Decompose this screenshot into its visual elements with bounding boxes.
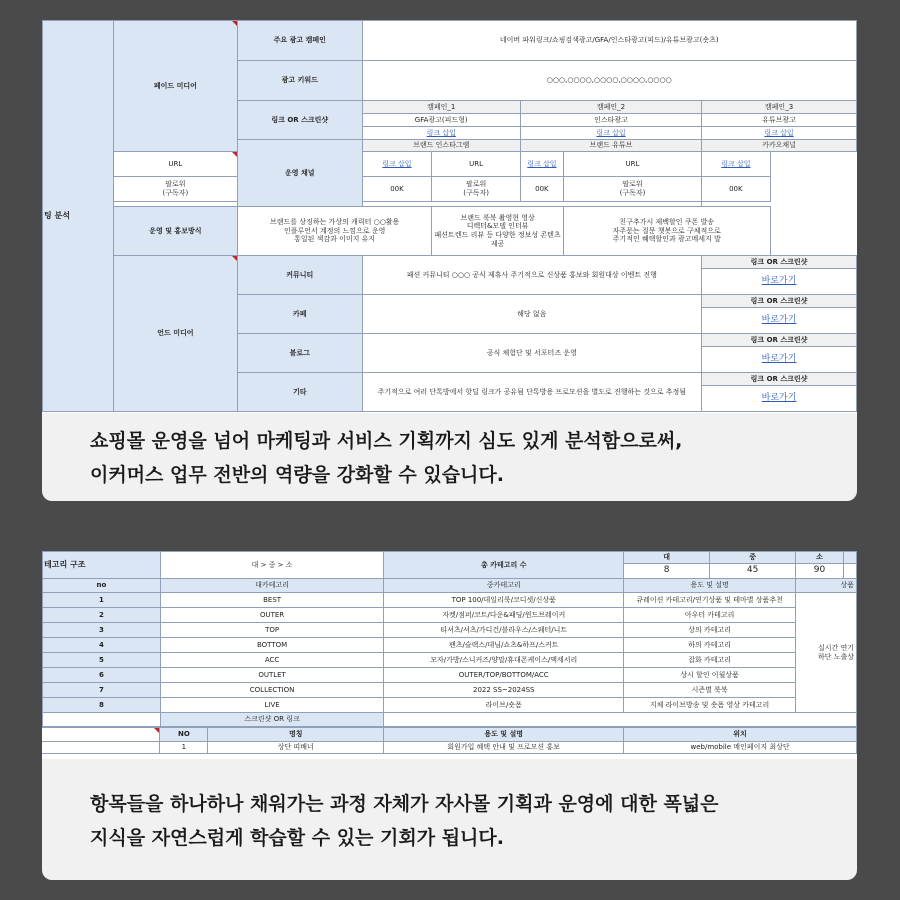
media-analysis-sheet — [42, 20, 857, 413]
table-row: 1 BEST TOP 100/데일리룩/코디셋/신상품 큐레이션 카테고리/연기상품 및 테마별 상품추천 실시간 연기 하단 노출상 — [43, 593, 857, 608]
screenshot-header: 스크린샷 OR 링크 — [160, 713, 384, 727]
owned-channel-1-url-label: URL — [113, 152, 237, 177]
owned-channel-label: 운영 채널 — [238, 140, 363, 207]
banner-header-position: 위치 — [624, 728, 857, 742]
owned-channel-3-follower-value: 00K — [702, 177, 771, 202]
earned-row-1-label: 커뮤니티 — [238, 256, 363, 295]
media-analysis-table — [42, 20, 857, 412]
size-header-mid: 중 — [710, 552, 796, 564]
size-value-minor: 90 — [796, 564, 844, 579]
size-value-major: 8 — [624, 564, 710, 579]
campaign-2-type: 인스타광고 — [520, 114, 701, 127]
owned-channel-1-name: 브랜드 인스타그램 — [362, 140, 520, 152]
earned-row-3-link-header: 링크 OR 스크린샷 — [702, 334, 857, 347]
owned-channel-1-strategy: 브랜드를 상징하는 가상의 캐릭터 ○○활용 인플루언서 계정의 느낌으로 운영 통일된 색감과 이미지 유지 — [238, 207, 432, 256]
side-note: 실시간 연기 하단 노출상 — [796, 593, 857, 713]
table-row: 3 TOP 티셔츠/셔츠/가디건/블라우스/스웨터/니트 상의 카테고리 — [43, 623, 857, 638]
owned-strategy-label: 운영 및 홍보방식 — [113, 207, 237, 256]
category-structure-card — [42, 551, 857, 880]
paid-media-label: 페이드 미디어 — [113, 21, 237, 152]
campaign-2-name: 캠페인_2 — [520, 101, 701, 114]
paid-campaign-value: 네이버 파워링크/쇼핑검색광고/GFA/인스타광고(피드)/유튜브광고(숏츠) — [362, 21, 856, 61]
col-header-usage: 용도 및 설명 — [624, 579, 796, 593]
earned-row-4-link-header: 링크 OR 스크린샷 — [702, 373, 857, 386]
campaign-2-link[interactable]: 링크 삽입 — [596, 128, 626, 137]
structure-label: 테고리 구조 — [43, 552, 161, 579]
category-table — [42, 551, 857, 727]
paid-campaign-label: 주요 광고 캠페인 — [238, 21, 363, 61]
owned-channel-2-link[interactable]: 링크 삽입 — [527, 159, 557, 168]
col-header-no: no — [43, 579, 161, 593]
size-value-mid: 45 — [710, 564, 796, 579]
table-row: 5 ACC 모자/가방/스니커즈/양말/휴대폰케이스/액세서리 잡화 카테고리 — [43, 653, 857, 668]
owned-channel-3-strategy: 친구추가시 제백할인 쿠폰 발송 자주묻는 질문 챗봇으로 구체적으로 주기적인 혜택할인과 광고메세지 발 — [563, 207, 770, 256]
earned-row-4-link[interactable]: 바로가기 — [761, 392, 797, 403]
table-row: 8 LIVE 라이브/숏폼 지체 라이브방송 및 숏폼 영상 카테고리 — [43, 698, 857, 713]
card1-caption-line2: 이커머스 업무 전반의 역량을 강화할 수 있습니다. — [90, 464, 504, 486]
campaign-3-link[interactable]: 링크 삽입 — [764, 128, 794, 137]
paid-keyword-value: ○○○,○○○○,○○○○,○○○○,○○○○ — [362, 61, 856, 101]
banner-header-no: NO — [160, 728, 208, 742]
earned-row-2-link[interactable]: 바로가기 — [761, 314, 797, 325]
category-structure-sheet — [42, 551, 857, 759]
card2-caption-line2: 지식을 자연스럽게 학습할 수 있는 기회가 됩니다. — [90, 827, 504, 849]
earned-row-4-value: 주기적으로 여러 단톡방에서 핫딜 링크가 공유됨 단톡방용 프로모션을 별도로 진행하는 것으로 추정됨 — [362, 373, 702, 412]
earned-row-2-link-header: 링크 OR 스크린샷 — [702, 295, 857, 308]
col-header-mid: 중카테고리 — [384, 579, 624, 593]
table-row: 6 OUTLET OUTER/TOP/BOTTOM/ACC 상시 할인 이월상품 — [43, 668, 857, 683]
card1-caption — [90, 424, 682, 492]
media-analysis-card — [42, 20, 857, 501]
earned-row-2-value: 해당 없음 — [362, 295, 702, 334]
owned-channel-2-name: 브랜드 유튜브 — [520, 140, 701, 152]
earned-row-3-label: 블로그 — [238, 334, 363, 373]
total-category-label: 총 카테고리 수 — [384, 552, 624, 579]
owned-channel-2-strategy: 브랜드 룩북 촬영현 영상 디렉터&모델 인터뷰 패션트렌드 리뷰 등 다양한 정보성 콘텐츠 제공 — [432, 207, 564, 256]
owned-channel-2-follower-value: 00K — [520, 177, 563, 202]
owned-channel-3-name: 카카오채널 — [702, 140, 857, 152]
banner-header-name: 명칭 — [208, 728, 384, 742]
banner-header-usage: 용도 및 설명 — [384, 728, 624, 742]
campaign-3-name: 캠페인_3 — [702, 101, 857, 114]
earned-row-1-link[interactable]: 바로가기 — [761, 275, 797, 286]
size-header-major: 대 — [624, 552, 710, 564]
table-row: 4 BOTTOM 팬츠/슬랙스/데님/쇼츠&하프/스커트 하의 카테고리 — [43, 638, 857, 653]
earned-row-3-link[interactable]: 바로가기 — [761, 353, 797, 364]
paid-keyword-label: 광고 키워드 — [238, 61, 363, 101]
owned-channel-3-url-label: URL — [563, 152, 701, 177]
size-header-minor: 소 — [796, 552, 844, 564]
col-header-extra: 상품 — [796, 579, 857, 593]
earned-media-label: 언드 미디어 — [113, 256, 237, 412]
earned-row-2-label: 카페 — [238, 295, 363, 334]
owned-channel-1-link[interactable]: 링크 삽입 — [382, 159, 412, 168]
paid-link-label: 링크 OR 스크린샷 — [238, 101, 363, 140]
earned-row-3-value: 공식 체험단 및 서포터즈 운영 — [362, 334, 702, 373]
earned-row-1-link-header: 링크 OR 스크린샷 — [702, 256, 857, 269]
owned-channel-3-link[interactable]: 링크 삽입 — [721, 159, 751, 168]
earned-row-1-value: 패션 커뮤니티 ○○○ 공식 제휴사 주기적으로 신상품 홍보와 회원대상 이벤트 진행 — [362, 256, 702, 295]
campaign-1-link[interactable]: 링크 삽입 — [426, 128, 456, 137]
col-header-major: 대카테고리 — [160, 579, 384, 593]
campaign-1-type: GFA광고(피드형) — [362, 114, 520, 127]
campaign-1-name: 캠페인_1 — [362, 101, 520, 114]
owned-channel-1-follower-label: 팔로워 (구독자) — [113, 177, 237, 202]
owned-channel-2-url-label: URL — [432, 152, 521, 177]
table-row: 2 OUTER 자켓/점퍼/코트/다운&패딩/윈드브레이커 아우터 카테고리 — [43, 608, 857, 623]
banner-row: 1 상단 띠배너 회원가입 혜택 안내 및 프로모션 홍보 web/mobile 메인페이지 최상단 — [42, 742, 857, 754]
earned-row-4-label: 기타 — [238, 373, 363, 412]
analysis-section-label: 팅 분석 — [43, 21, 114, 412]
card2-caption — [90, 787, 719, 855]
card1-caption-line1: 쇼핑몰 운영을 넘어 마케팅과 서비스 기획까지 심도 있게 분석함으로써, — [90, 430, 683, 452]
owned-channel-3-follower-label: 팔로워 (구독자) — [563, 177, 701, 202]
owned-channel-1-follower-value: 00K — [362, 177, 432, 202]
owned-channel-2-follower-label: 팔로워 (구독자) — [432, 177, 521, 202]
banner-table — [42, 727, 857, 754]
structure-value: 대 > 중 > 소 — [160, 552, 384, 579]
table-row: 7 COLLECTION 2022 SS~2024SS 시즌별 룩북 — [43, 683, 857, 698]
campaign-3-type: 유튜브광고 — [702, 114, 857, 127]
card2-caption-line1: 항목들을 하나하나 채워가는 과정 자체가 자사몰 기획과 운영에 대한 폭넓은 — [90, 793, 719, 815]
